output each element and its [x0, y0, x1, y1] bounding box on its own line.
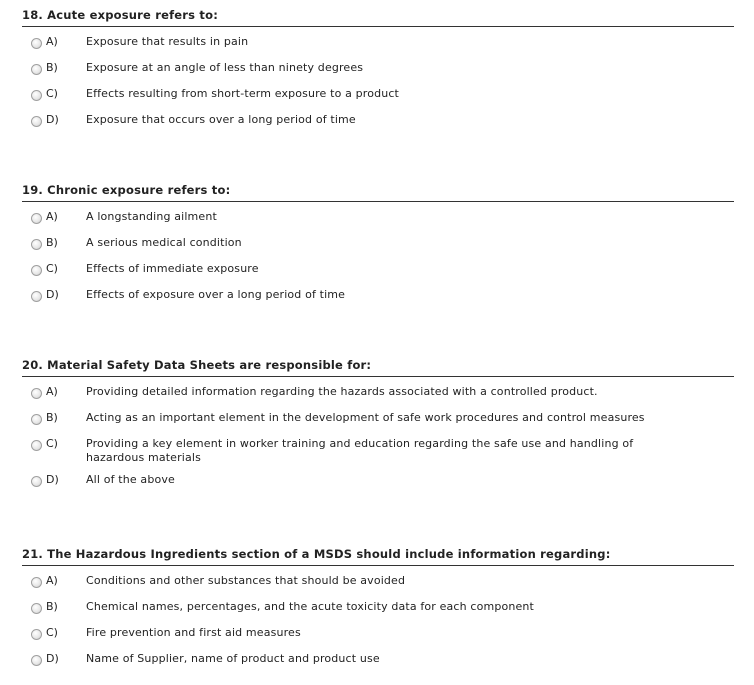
option-letter: C) [46, 262, 58, 275]
option-b[interactable] [22, 411, 734, 429]
option-letter: D) [46, 288, 59, 301]
question-21 [22, 547, 734, 670]
radio-button[interactable] [31, 239, 42, 250]
option-text: Effects of exposure over a long period of time [86, 288, 346, 301]
radio-button[interactable] [31, 291, 42, 302]
option-letter: C) [46, 437, 58, 450]
option-letter: D) [46, 652, 59, 665]
option-letter: B) [46, 411, 58, 424]
radio-button[interactable] [31, 213, 42, 224]
option-c[interactable] [22, 87, 734, 105]
option-d[interactable] [22, 113, 734, 131]
option-c[interactable] [22, 262, 734, 280]
question-20 [22, 358, 734, 491]
radio-button[interactable] [31, 90, 42, 101]
option-text: Effects resulting from short-term exposure to a product [86, 87, 400, 100]
radio-button[interactable] [31, 629, 42, 640]
option-letter: B) [46, 236, 58, 249]
option-text: Conditions and other substances that should be avoided [86, 574, 406, 587]
radio-button[interactable] [31, 603, 42, 614]
option-text: Name of Supplier, name of product and product use [86, 652, 380, 665]
radio-button[interactable] [31, 64, 42, 75]
question-title: 19. Chronic exposure refers to: [22, 183, 734, 202]
option-a[interactable] [22, 574, 734, 592]
option-d[interactable] [22, 473, 734, 491]
radio-button[interactable] [31, 440, 42, 451]
option-b[interactable] [22, 600, 734, 618]
option-text: Exposure at an angle of less than ninety degrees [86, 61, 364, 74]
option-letter: C) [46, 87, 58, 100]
radio-button[interactable] [31, 414, 42, 425]
option-letter: D) [46, 473, 59, 486]
option-text: Acting as an important element in the development of safe work procedures and control measures [86, 411, 645, 424]
option-text: Effects of immediate exposure [86, 262, 259, 275]
option-letter: C) [46, 626, 58, 639]
option-c[interactable] [22, 437, 734, 465]
option-a[interactable] [22, 210, 734, 228]
answer-options [22, 35, 734, 131]
radio-button[interactable] [31, 388, 42, 399]
option-letter: D) [46, 113, 59, 126]
option-letter: A) [46, 574, 58, 587]
radio-button[interactable] [31, 476, 42, 487]
option-d[interactable] [22, 288, 734, 306]
answer-options [22, 574, 734, 670]
option-b[interactable] [22, 61, 734, 79]
option-text: A serious medical condition [86, 236, 242, 249]
option-c[interactable] [22, 626, 734, 644]
option-text: Exposure that occurs over a long period of time [86, 113, 356, 126]
question-title: 20. Material Safety Data Sheets are responsible for: [22, 358, 734, 377]
option-text: A longstanding ailment [86, 210, 217, 223]
option-text: Fire prevention and first aid measures [86, 626, 301, 639]
option-letter: B) [46, 61, 58, 74]
option-text: Chemical names, percentages, and the acute toxicity data for each component [86, 600, 534, 613]
option-b[interactable] [22, 236, 734, 254]
option-text: All of the above [86, 473, 175, 486]
option-letter: A) [46, 35, 58, 48]
question-title: 21. The Hazardous Ingredients section of a MSDS should include information regarding: [22, 547, 734, 566]
option-text: Providing a key element in worker training and education regarding the safe use and handling of hazardous materials [86, 437, 634, 464]
answer-options [22, 210, 734, 306]
radio-button[interactable] [31, 38, 42, 49]
answer-options [22, 385, 734, 491]
option-text: Providing detailed information regarding the hazards associated with a controlled product. [86, 385, 598, 398]
option-letter: A) [46, 385, 58, 398]
radio-button[interactable] [31, 116, 42, 127]
question-title: 18. Acute exposure refers to: [22, 8, 734, 27]
option-letter: A) [46, 210, 58, 223]
option-a[interactable] [22, 385, 734, 403]
option-d[interactable] [22, 652, 734, 670]
option-a[interactable] [22, 35, 734, 53]
option-letter: B) [46, 600, 58, 613]
radio-button[interactable] [31, 265, 42, 276]
radio-button[interactable] [31, 655, 42, 666]
question-19 [22, 183, 734, 306]
radio-button[interactable] [31, 577, 42, 588]
option-text: Exposure that results in pain [86, 35, 249, 48]
question-18 [22, 8, 734, 131]
